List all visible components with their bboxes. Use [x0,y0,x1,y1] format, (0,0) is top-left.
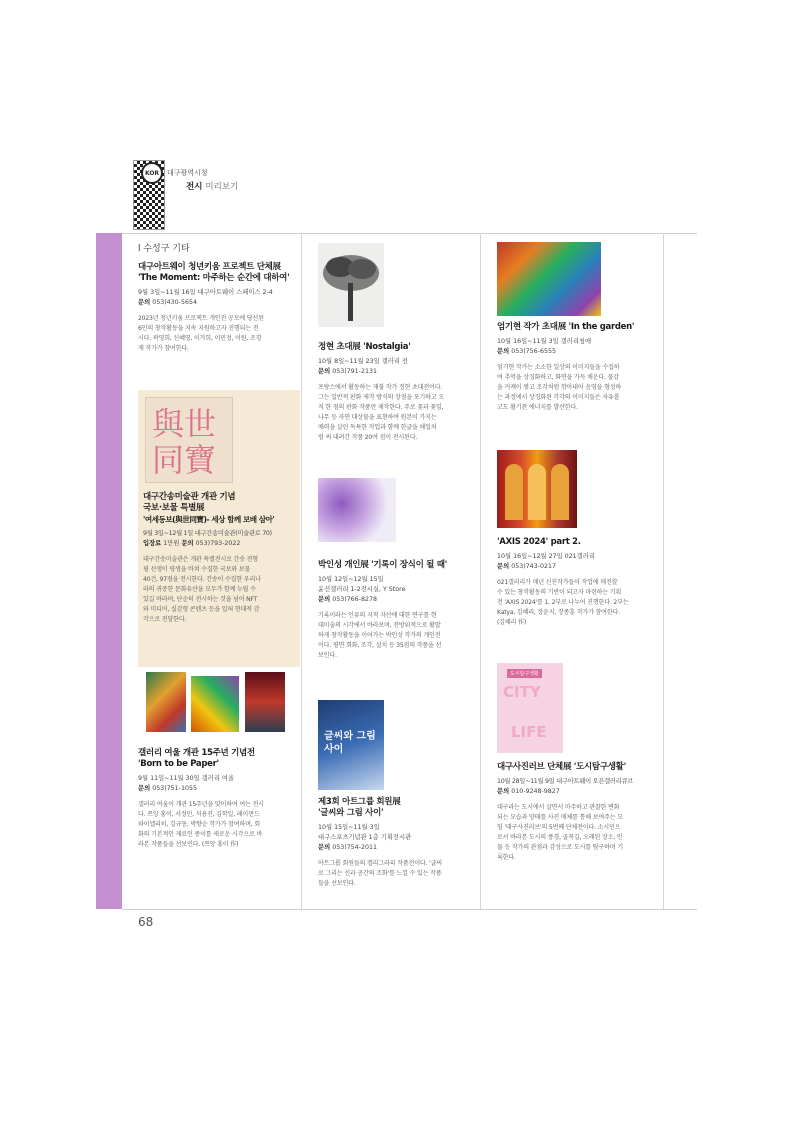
listing-meta [318,575,476,605]
listing-meta [497,552,657,572]
poster-text: LIFE [511,723,547,741]
listing-title [318,797,476,819]
contact-number: 053)430-5654 [152,299,197,306]
desc-line: 고도 활기찬 에너지를 발산한다. [497,404,578,411]
listing-meta [318,823,476,853]
fee-value: 1만원 [163,540,180,547]
artwork-image [245,672,285,732]
desc-line: 이다. 평면 회화, 조각, 설치 등 35점의 작품을 선 [318,642,442,649]
desc-line: 갤러리 여울이 개관 15주년을 맞이하여 여는 전시 [138,801,264,808]
listing-description [497,803,659,863]
desc-line: 각으로 전달한다. [143,616,187,623]
garden-artwork-image [497,242,601,316]
contact-number: 053)793-2022 [195,540,241,547]
listing-description [138,800,298,850]
listing-item [138,262,296,354]
desc-line: 하게 창작활동을 이어가는 박인성 작가의 개인전 [318,632,441,639]
fee-label: 입장료 [143,540,162,547]
listing-item [497,322,657,413]
contact-number: 053)754-2011 [332,844,377,851]
listing-meta [497,777,659,797]
desc-line: 수 있는 창작활동의 기반이 되고자 마련하는 기획 [497,589,622,596]
listing-meta [318,357,476,377]
desc-line: 직 한 점의 판화 작품만 제작한다. 주로 꽃과 꽃잎, [318,404,444,411]
title-line: 박인성 개인展 '기록이 장식이 될 때' [318,560,447,570]
contact-label: 문의 [318,844,331,851]
listing-date: 10월 12일~12월 15일 [318,576,384,583]
desc-line: 라본 작품들을 선보인다. (쯔앙 홍이 作) [138,841,239,848]
desc-line: 그는 일반적 판화 제작 방식의 장점을 포기하고 오 [318,394,444,401]
title-line: 국보·보물 특별展 [143,503,205,513]
title-line: 대구간송미술관 개관 기념 [143,492,236,502]
title-line: 대구아트웨이 청년키움 프로젝트 단체展 [138,262,281,272]
artwork-image [191,676,239,732]
artwork-image [318,478,396,542]
desc-line: 프랑스에서 활동하는 재불 작가 정현 초대전이다. [318,384,443,391]
desc-line: 다. 쯔앙 홍이, 서정민, 석용진, 김학일, 레이먼드 [138,811,260,818]
poster-image [497,663,563,753]
contact-label: 문의 [318,596,331,603]
title-line: 정현 초대展 'Nostalgia' [318,342,411,352]
bottom-divider [122,909,697,910]
desc-line: 되는 모습과 양태를 사진 매체를 통해 보여주는 모 [497,814,623,821]
desc-line: 럼 써 내려간 작품 20여 점이 전시된다. [318,434,418,441]
section-sub-label: 미리보기 [205,182,239,192]
desc-line: 와이엘리히, 김규동, 박향순 작가가 참여하며, 회 [138,821,260,828]
desc-line: 대구라는 도시에서 살면서 마주하고 관찰한 변화 [497,804,620,811]
sidebar-bar [96,233,122,909]
title-line: 제3회 아트그룹 회원展 [318,797,401,807]
desc-line: 대미술의 시각에서 바라보며, 전방위적으로 활발 [318,622,441,629]
listing-date: 10월 15일~11월 3일 [318,824,380,831]
desc-line: 로 그리는 선과 공간의 조화'를 느낄 수 있는 작품 [318,870,442,877]
title-line: '글씨와 그림 사이' [318,808,384,818]
section-label: 전시 [186,182,203,192]
listing-date: 10월 16일~11월 3일 갤러리청애 [497,338,592,345]
desc-line: 6인의 창작활동을 지속 지원하고자 진행되는 전 [138,325,259,332]
arch-shape [505,464,523,520]
org-name: 대구광역시청 [167,169,208,177]
listing-date: 9월 3일~12월 1일 대구간송미술관(미술관로 70) [143,530,272,537]
artwork-image [146,672,186,732]
desc-line: 보인다. [318,652,337,659]
desc-line: 시다. 곽영희, 신혜영, 이가희, 이민정, 이원, 조경 [138,335,262,342]
contact-number: 053)743-0217 [511,563,556,570]
listing-title [138,748,298,770]
listing-date: 9월 3일~11월 16일 대구아트웨이 스페이스 2-4 [138,289,273,296]
title-line: 갤러리 여울 개관 15주년 기념전 [138,748,255,758]
listing-date: 9월 11일~11월 30일 갤러리 여울 [138,775,235,782]
listing-meta [143,529,297,549]
column-1 [138,241,296,354]
listing-title [143,492,297,525]
listing-title [318,560,476,571]
contact-label: 문의 [497,788,510,795]
axis-artwork-image [497,450,577,528]
desc-line: 라의 귀중한 문화유산을 모두가 함께 누릴 수 [143,586,256,593]
listing-description [138,314,296,354]
title-line: 엄기현 작가 초대展 'In the garden' [497,322,635,332]
contact-number: 053)756-6555 [511,348,556,355]
contact-label: 문의 [138,785,151,792]
desc-line: 화의 기본적인 재료인 종이를 새로운 시각으로 바 [138,831,263,838]
contact-label: 문의 [497,563,510,570]
desc-line: 매력을 살린 독특한 작업과 함께 한글을 해얼처 [318,424,437,431]
contact-number: 053)766-8278 [332,596,377,603]
desc-line: 와 미디어, 실감형 콘텐츠 등을 입혀 현대적 감 [143,606,260,613]
column-divider [480,233,481,909]
page-number: 68 [138,915,154,929]
tree-icon [318,243,384,327]
arch-shape [551,464,569,520]
desc-line: 여 추억을 상징화하고, 화면을 가득 채운다. 물감 [497,374,619,381]
desc-line: Katya, 김혜리, 장윤지, 장종훈 작가가 참여한다. [497,609,620,616]
listing-date: 10월 28일~11월 9일 대구아트웨이 오픈갤러리큐브 [497,778,634,785]
kor-logo-icon: KOR [141,162,163,184]
listing-item [318,560,476,661]
poster-text: CITY [503,683,541,701]
desc-line: 을 커케이 쌓고 조각처럼 깎아내어 음영을 형성하 [497,384,622,391]
listing-meta [138,774,298,794]
desc-line: 로서 바라본 도시의 풍경, 골목길, 오래된 장소, 인 [497,834,623,841]
column-divider [663,233,664,909]
desc-line: 록한다. [497,854,516,861]
desc-line: 있길 바라며, 단순히 전시하는 것을 넘어 NFT [143,596,258,603]
listing-title [497,537,657,548]
column-divider [301,233,302,909]
desc-line: 기록이라는 인류의 지적 자산에 대한 연구를 현 [318,612,437,619]
desc-line: 임 '대구사진러브'의 5번째 단체전이다. 소시민으 [497,824,621,831]
contact-label: 문의 [138,299,151,306]
arch-shape [528,464,546,520]
desc-line: 021갤러리가 매년 신진작가들이 작업에 매진할 [497,579,618,586]
title-line: 'AXIS 2024' part 2. [497,537,581,547]
listing-title [138,262,296,284]
listing-meta [497,337,657,357]
contact-number: 053)791-2131 [332,368,377,375]
contact-label: 문의 [497,348,510,355]
listing-title [497,322,657,333]
desc-line: 나무 등 자연 대상물을 표현하여 원본이 가지는 [318,414,437,421]
listing-date: 10월 16일~12월 27일 021갤러리 [497,553,595,560]
section-title [186,180,238,192]
listing-description [318,611,476,661]
district-label: l 수성구 기타 [138,244,190,254]
contact-label: 문의 [181,540,194,547]
listing-title [318,342,476,353]
title-line: 'Born to be Paper' [138,759,219,769]
listing-description [497,578,657,628]
listing-item [497,537,657,628]
listing-item [143,492,297,625]
title-line: '여세동보(與世同寶)- 세상 함께 보배 삼아' [143,515,275,524]
desc-line: 아트그룹 회원들의 캘리그라피 작품전이다. '글씨 [318,860,442,867]
listing-description [318,383,476,443]
listing-meta [138,288,296,308]
desc-line: 2023년 청년키움 프로젝트 개인전 공모에 당선된 [138,315,264,322]
desc-line: 재 작가가 참여한다. [138,345,189,352]
listing-description [497,363,657,413]
desc-line: 엄기현 작가는 소소한 일상의 이미지들을 수집하 [497,364,620,371]
listing-item [138,748,298,850]
listing-date: 10월 8일~11월 23일 갤러리 전 [318,358,408,365]
desc-line: 40건, 97점을 전시한다. 간송이 수집한 우리나 [143,576,261,583]
listing-title [497,762,659,773]
listing-item [497,762,659,863]
listing-description [143,555,297,625]
listing-item [318,797,476,889]
title-line: 'The Moment: 마주하는 순간에 대하여' [138,273,290,283]
listing-venue: 대구스포츠기념관 1층 기획전시관 [318,834,412,841]
poster-image [318,700,384,790]
poster-text: 與世同寶 [152,405,217,479]
desc-line: 전 'AXIS 2024'를 1, 2부로 나누어 진행한다. 2부는 [497,599,629,606]
poster-text: 글씨와 그림 사이 [324,731,376,755]
top-divider [122,233,697,234]
desc-line: 대구간송미술관은 개관 특별전시로 간송 전형 [143,556,258,563]
contact-label: 문의 [318,368,331,375]
title-line: 대구사진러브 단체展 '도시탐구생활' [497,762,626,772]
poster-badge: 도시탐구생활 [507,669,542,678]
tree-artwork-image [318,243,384,327]
listing-venue: 윤선갤러리 1-2전시실, Y Store [318,586,406,593]
desc-line: 들을 선보인다. [318,880,356,887]
desc-line: 물 등 작가의 관점과 감성으로 도시를 탐구하며 기 [497,844,623,851]
poster-image [145,397,233,483]
desc-line: (김혜리 作) [497,619,527,626]
listing-item [318,342,476,443]
desc-line: 필 선생이 평생을 바쳐 수집한 국보와 보물 [143,566,251,573]
listing-description [318,859,476,889]
desc-line: 는 과정에서 상징화된 각각의 이미지들은 자유롭 [497,394,620,401]
contact-number: 010-9248-9827 [511,788,560,795]
contact-number: 053)751-1055 [152,785,197,792]
